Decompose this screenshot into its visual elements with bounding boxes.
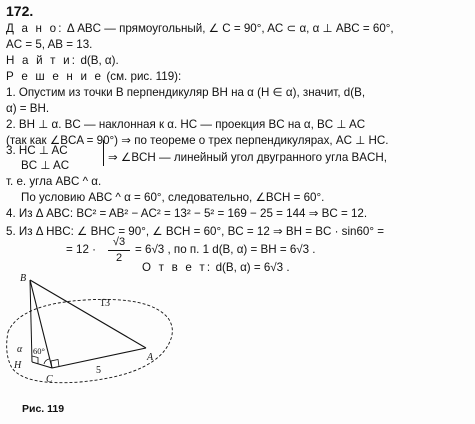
step-5-fraction bbox=[108, 236, 130, 265]
given-text-1: Δ ABC — прямоугольный, ∠ C = 90°, AC ⊂ α, α ⊥ ABC = 60°, bbox=[66, 22, 394, 35]
label-A: A bbox=[147, 352, 154, 363]
step-5-line-1: 5. Из Δ HBC: ∠ BHC = 90°, ∠ BCH = 60°, BC = 12 ⇒ BH = BC · sin60° = bbox=[6, 225, 385, 238]
segment-BH bbox=[30, 280, 32, 362]
step-4: 4. Из Δ ABC: BC² = AB² − AC² = 13² − 5² = 169 − 25 = 144 ⇒ BC = 12. bbox=[6, 207, 368, 220]
angle-arc-60 bbox=[44, 359, 49, 364]
find-line bbox=[6, 54, 119, 68]
label-angle-60: 60° bbox=[33, 346, 45, 356]
segment-BA bbox=[30, 280, 146, 348]
find-label: Н а й т и: bbox=[6, 54, 78, 67]
step-3-conclusion: ⇒ ∠BCH — линейный угол двугранного угла BACH, bbox=[108, 151, 387, 164]
given-line-2: AC = 5, AB = 13. bbox=[6, 38, 93, 51]
figure-caption: Рис. 119 bbox=[22, 403, 65, 415]
step-3-line-4: По условию ABC ^ α = 60°, следовательно, ∠BCH = 60°. bbox=[21, 191, 325, 204]
segment-HC bbox=[32, 362, 52, 368]
step-1-line-2: α) = BH. bbox=[6, 102, 50, 115]
solution-label: Р е ш е н и е bbox=[6, 70, 104, 83]
step-2-line-2: (так как ∠BCA = 90°) ⇒ по теореме о трех перпендикулярах, AC ⊥ HC. bbox=[6, 134, 389, 147]
step-3-line-3: т. е. угла ABC ^ α. bbox=[6, 175, 102, 188]
problem-number: 172. bbox=[6, 3, 34, 19]
step-3-brace bbox=[99, 140, 104, 166]
solution-heading bbox=[6, 70, 181, 84]
label-5: 5 bbox=[96, 365, 101, 376]
label-H: H bbox=[14, 360, 22, 371]
label-alpha: α bbox=[17, 344, 23, 355]
step-2-line-1: 2. BH ⊥ α. BC — наклонная к α. HC — проекция BC на α, BC ⊥ AC bbox=[6, 118, 366, 131]
answer-value: d(B, α) = 6√3 . bbox=[215, 261, 290, 274]
label-B: B bbox=[20, 273, 27, 284]
step-5-line-2-start: = 12 · bbox=[66, 243, 96, 256]
find-text: d(B, α). bbox=[80, 54, 119, 67]
label-13: 13 bbox=[100, 298, 110, 309]
fraction-denominator: 2 bbox=[115, 252, 123, 264]
step-5-line-2-end: = 6√3 , по п. 1 d(B, α) = BH = 6√3 . bbox=[135, 243, 316, 256]
figure-119 bbox=[0, 272, 190, 400]
step-3-line-1: 3. HC ⊥ AC bbox=[6, 144, 68, 157]
given-line-1 bbox=[6, 22, 394, 36]
label-C: C bbox=[46, 374, 53, 385]
fraction-bar bbox=[108, 250, 130, 251]
given-label: Д а н о: bbox=[6, 22, 64, 35]
solution-ref: (см. рис. 119): bbox=[106, 70, 182, 83]
step-3-line-2: BC ⊥ AC bbox=[21, 159, 70, 172]
fraction-numerator: √3 bbox=[112, 236, 126, 248]
answer-label: О т в е т: bbox=[142, 261, 213, 274]
step-1-line-1: 1. Опустим из точки B перпендикуляр BH на α (H ∈ α), значит, d(B, bbox=[6, 86, 366, 99]
